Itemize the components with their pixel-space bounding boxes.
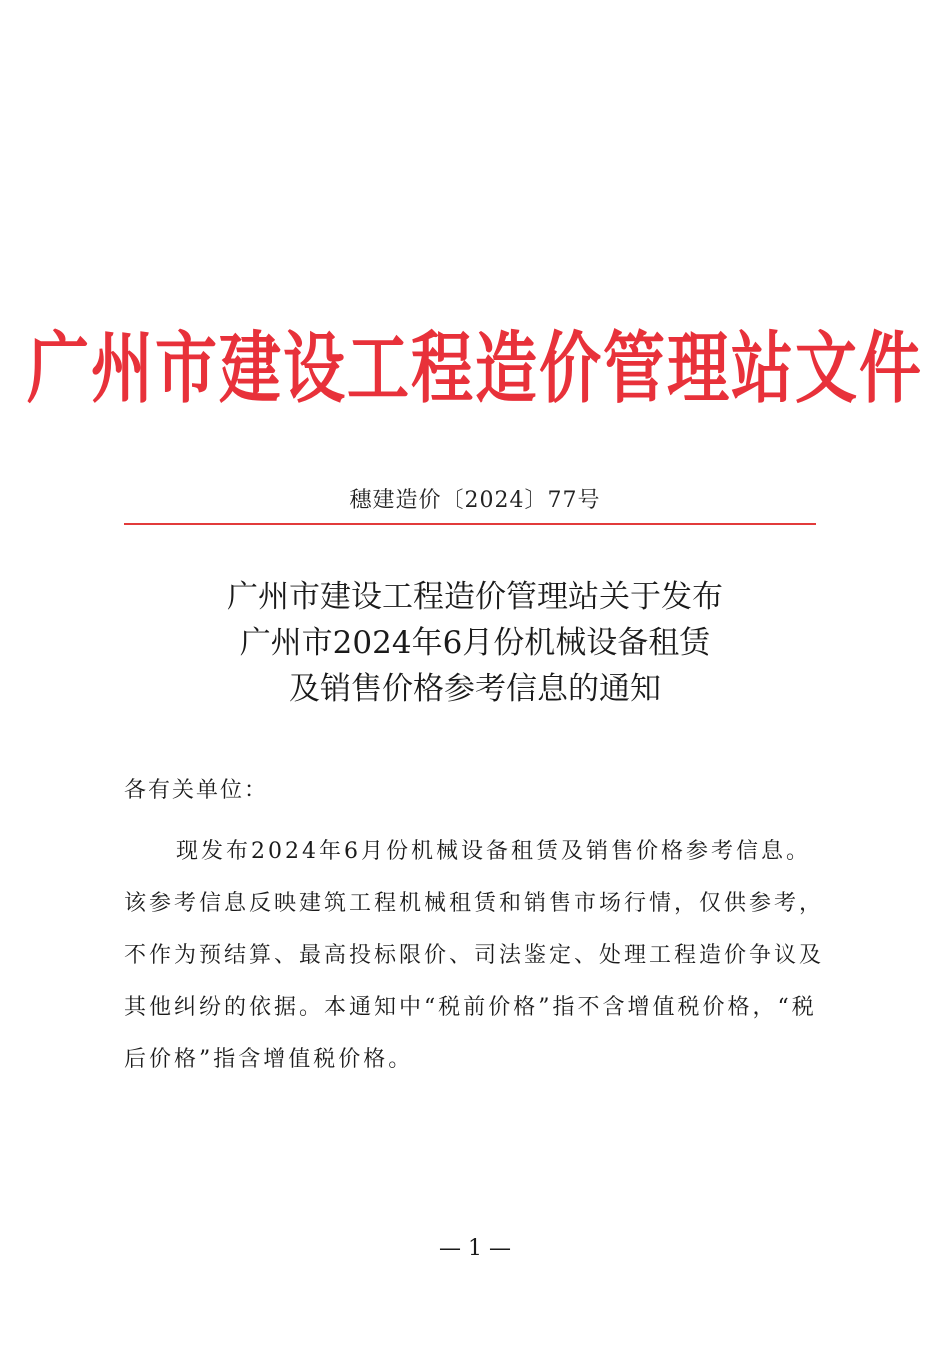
body-line: 后价格”指含增值税价格。	[124, 1047, 414, 1072]
notice-title-line: 广州市建设工程造价管理站关于发布	[227, 579, 723, 615]
notice-title-line: 及销售价格参考信息的通知	[289, 671, 661, 707]
body-line: 其他纠纷的依据。本通知中“税前价格”指不含增值税价格，“税	[124, 995, 817, 1020]
salutation: 各有关单位：	[124, 778, 269, 803]
page-number: — 1 —	[439, 1236, 511, 1261]
body-paragraph	[124, 826, 836, 1086]
notice-title-line: 广州市2024年6月份机械设备租赁	[239, 625, 711, 661]
body-line: 现发布2024年6月份机械设备租赁及销售价格参考信息。	[176, 839, 811, 864]
body-line: 该参考信息反映建筑工程机械租赁和销售市场行情，仅供参考，	[124, 891, 825, 916]
red-divider-line	[124, 523, 816, 525]
document-number: 穗建造价〔2024〕77号	[349, 488, 601, 513]
issuing-agency-header: 广州市建设工程造价管理站文件	[26, 322, 923, 414]
body-line: 不作为预结算、最高投标限价、司法鉴定、处理工程造价争议及	[124, 943, 825, 968]
notice-title	[0, 574, 950, 712]
